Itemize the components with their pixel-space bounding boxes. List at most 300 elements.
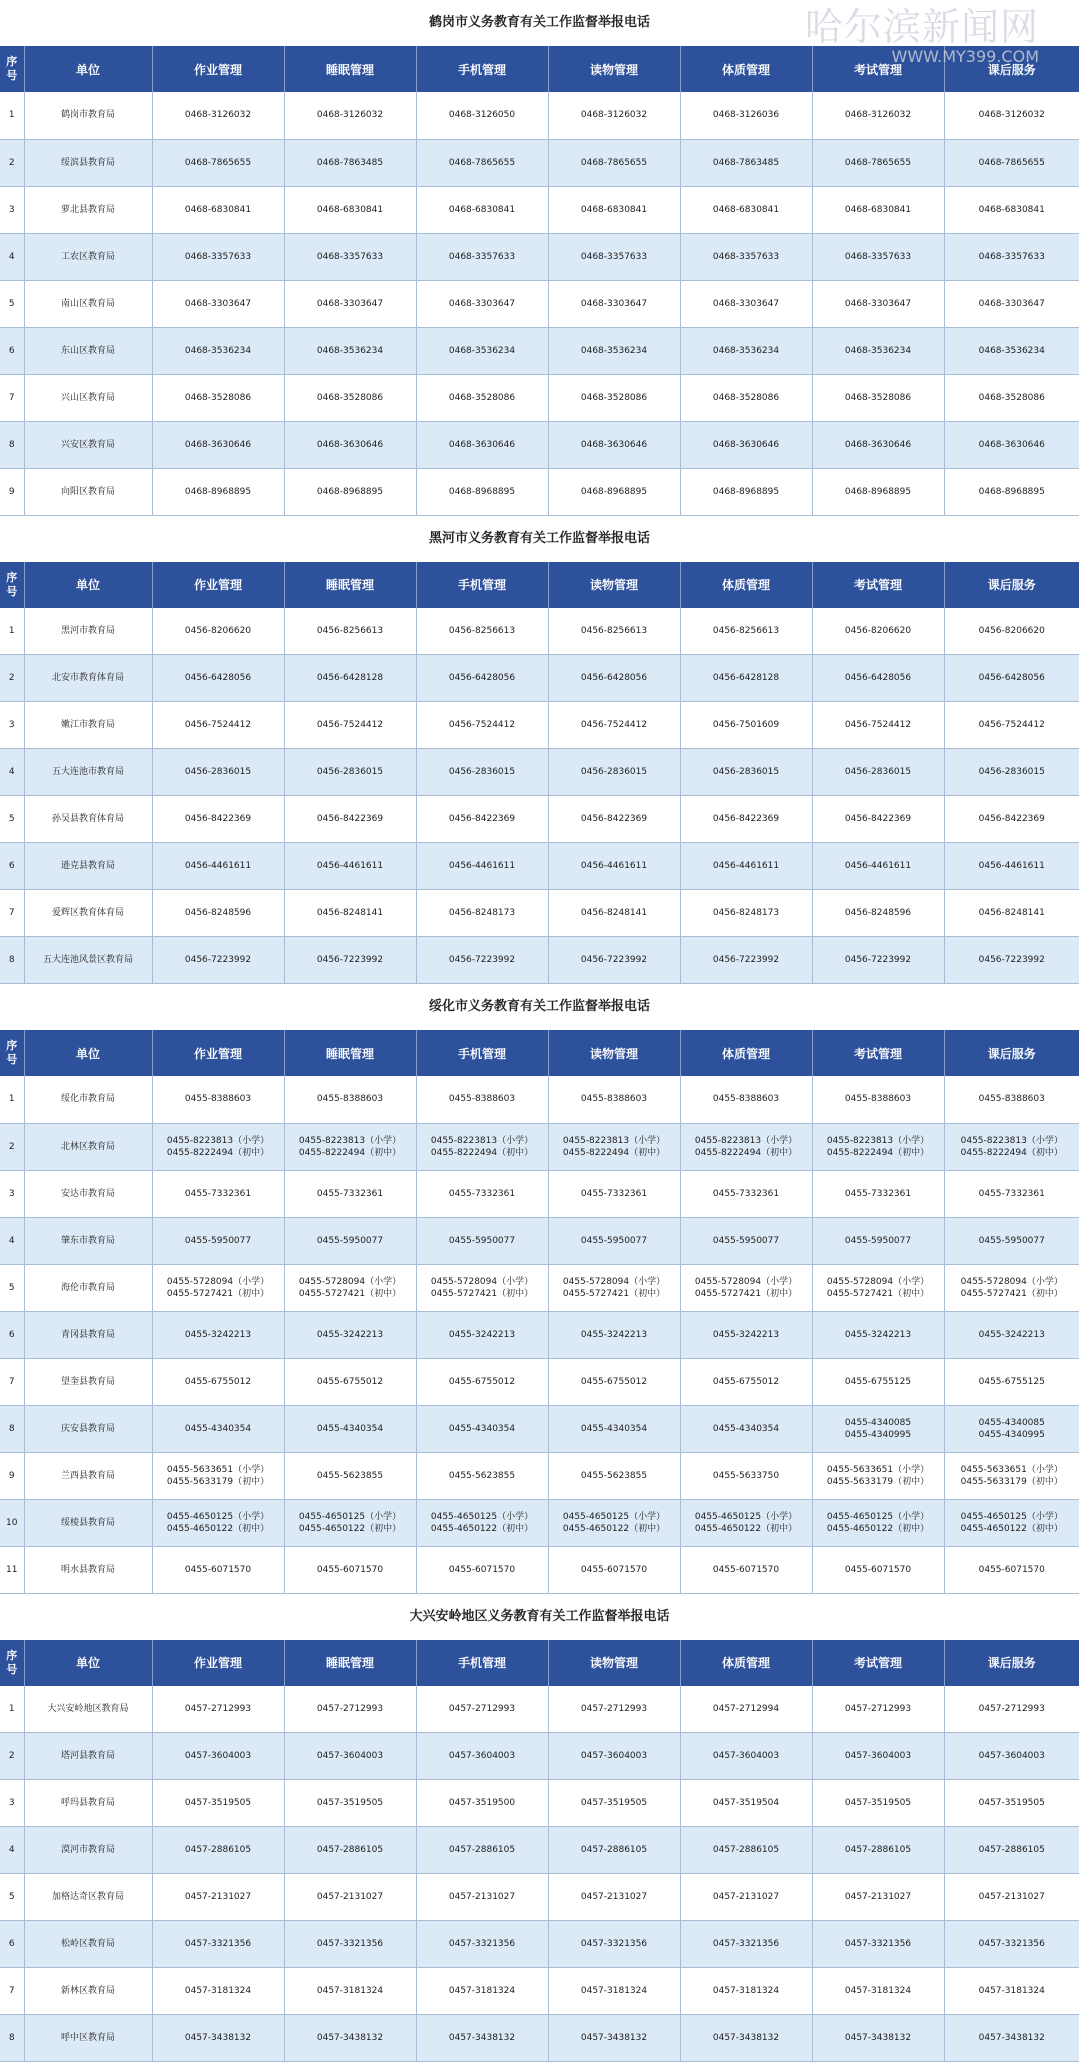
- phone-cell: 0456-6428128: [680, 655, 812, 702]
- header-cell: 考试管理: [812, 46, 944, 92]
- phone-cell: 0455-7332361: [152, 1170, 284, 1217]
- phone-cell: 0456-8422369: [152, 796, 284, 843]
- phone-cell: 0456-8206620: [812, 608, 944, 655]
- phone-cell: 0457-2712993: [284, 1686, 416, 1733]
- unit-name: 北安市教育体育局: [24, 655, 152, 702]
- section: [0, 984, 1079, 1594]
- header-index: [0, 46, 24, 92]
- phone-cell: 0455-4650125（小学） 0455-4650122（初中）: [548, 1499, 680, 1546]
- phone-cell: 0456-7223992: [680, 937, 812, 984]
- table-row: [0, 1780, 1079, 1827]
- phone-cell: 0455-4650125（小学） 0455-4650122（初中）: [944, 1499, 1079, 1546]
- phone-cell: 0455-8223813（小学） 0455-8222494（初中）: [548, 1123, 680, 1170]
- phone-cell: 0455-6071570: [284, 1546, 416, 1593]
- phone-cell: 0456-4461611: [680, 843, 812, 890]
- phone-cell: 0457-2886105: [812, 1827, 944, 1874]
- phone-cell: 0468-3536234: [416, 327, 548, 374]
- phone-cell: 0455-6071570: [548, 1546, 680, 1593]
- table-row: [0, 749, 1079, 796]
- phone-cell: 0456-7524412: [944, 702, 1079, 749]
- phone-cell: 0468-7863485: [284, 139, 416, 186]
- phone-cell: 0456-2836015: [548, 749, 680, 796]
- phone-cell: 0457-2131027: [944, 1874, 1079, 1921]
- row-index: 8: [0, 1405, 24, 1452]
- phone-cell: 0455-4340354: [680, 1405, 812, 1452]
- phone-cell: 0455-5633651（小学） 0455-5633179（初中）: [152, 1452, 284, 1499]
- table-row: [0, 139, 1079, 186]
- header-cell: 课后服务: [944, 1640, 1079, 1686]
- row-index: 6: [0, 327, 24, 374]
- table-row: [0, 280, 1079, 327]
- phone-cell: 0455-7332361: [812, 1170, 944, 1217]
- phone-cell: 0456-7223992: [548, 937, 680, 984]
- unit-name: 向阳区教育局: [24, 468, 152, 515]
- unit-name: 萝北县教育局: [24, 186, 152, 233]
- unit-name: 塔河县教育局: [24, 1733, 152, 1780]
- section: [0, 0, 1079, 516]
- unit-name: 南山区教育局: [24, 280, 152, 327]
- unit-name: 加格达奇区教育局: [24, 1874, 152, 1921]
- phone-cell: 0457-2886105: [548, 1827, 680, 1874]
- row-index: 7: [0, 374, 24, 421]
- phone-cell: 0455-4650125（小学） 0455-4650122（初中）: [812, 1499, 944, 1546]
- phone-cell: 0468-3528086: [416, 374, 548, 421]
- phone-cell: 0457-2712993: [812, 1686, 944, 1733]
- unit-name: 松岭区教育局: [24, 1921, 152, 1968]
- phone-cell: 0456-8422369: [284, 796, 416, 843]
- header-cell: 考试管理: [812, 1640, 944, 1686]
- header-row: [0, 1640, 1079, 1686]
- phone-cell: 0457-2131027: [416, 1874, 548, 1921]
- phone-cell: 0455-5633651（小学） 0455-5633179（初中）: [944, 1452, 1079, 1499]
- phone-cell: 0468-3630646: [680, 421, 812, 468]
- unit-name: 海伦市教育局: [24, 1264, 152, 1311]
- row-index: 5: [0, 796, 24, 843]
- header-cell: 睡眠管理: [284, 1030, 416, 1076]
- phone-cell: 0468-3357633: [680, 233, 812, 280]
- phone-cell: 0457-3438132: [680, 2015, 812, 2062]
- phone-cell: 0457-3519504: [680, 1780, 812, 1827]
- table-row: [0, 186, 1079, 233]
- header-cell: 手机管理: [416, 562, 548, 608]
- phone-cell: 0455-6071570: [812, 1546, 944, 1593]
- row-index: 6: [0, 843, 24, 890]
- phone-cell: 0455-3242213: [812, 1311, 944, 1358]
- phone-cell: 0456-7524412: [152, 702, 284, 749]
- phone-cell: 0457-2712993: [416, 1686, 548, 1733]
- phone-cell: 0468-8968895: [944, 468, 1079, 515]
- phone-cell: 0456-8422369: [548, 796, 680, 843]
- phone-cell: 0468-3630646: [416, 421, 548, 468]
- phone-cell: 0455-4340354: [416, 1405, 548, 1452]
- phone-cell: 0457-3181324: [152, 1968, 284, 2015]
- table-row: [0, 1358, 1079, 1405]
- section-title: 鹤岗市义务教育有关工作监督举报电话: [428, 15, 650, 30]
- phone-cell: 0468-3303647: [284, 280, 416, 327]
- phone-cell: 0455-3242213: [680, 1311, 812, 1358]
- phone-cell: 0457-3604003: [416, 1733, 548, 1780]
- phone-cell: 0457-3321356: [812, 1921, 944, 1968]
- phone-cell: 0456-6428056: [944, 655, 1079, 702]
- phone-cell: 0456-8248173: [416, 890, 548, 937]
- phone-cell: 0455-6755012: [680, 1358, 812, 1405]
- phone-cell: 0457-3438132: [548, 2015, 680, 2062]
- table-row: [0, 1217, 1079, 1264]
- phone-cell: 0455-8388603: [548, 1076, 680, 1123]
- phone-cell: 0455-6071570: [416, 1546, 548, 1593]
- unit-name: 鹤岗市教育局: [24, 92, 152, 139]
- phone-cell: 0468-3357633: [152, 233, 284, 280]
- phone-cell: 0455-6755012: [416, 1358, 548, 1405]
- row-index: 1: [0, 92, 24, 139]
- phone-cell: 0455-3242213: [284, 1311, 416, 1358]
- phone-cell: 0457-3604003: [944, 1733, 1079, 1780]
- phone-cell: 0455-8223813（小学） 0455-8222494（初中）: [416, 1123, 548, 1170]
- phone-cell: 0455-5623855: [548, 1452, 680, 1499]
- table-row: [0, 1686, 1079, 1733]
- table-row: [0, 702, 1079, 749]
- unit-name: 大兴安岭地区教育局: [24, 1686, 152, 1733]
- phone-cell: 0457-3438132: [284, 2015, 416, 2062]
- header-cell: 作业管理: [152, 1030, 284, 1076]
- table-row: [0, 1264, 1079, 1311]
- phone-cell: 0468-7865655: [944, 139, 1079, 186]
- phone-cell: 0468-3630646: [152, 421, 284, 468]
- row-index: 7: [0, 890, 24, 937]
- row-index: 8: [0, 2015, 24, 2062]
- phone-cell: 0455-7332361: [944, 1170, 1079, 1217]
- phone-cell: 0456-8206620: [944, 608, 1079, 655]
- phone-cell: 0457-3438132: [416, 2015, 548, 2062]
- phone-cell: 0468-3630646: [812, 421, 944, 468]
- phone-cell: 0468-3126032: [152, 92, 284, 139]
- phone-cell: 0468-8968895: [548, 468, 680, 515]
- phone-cell: 0457-2131027: [284, 1874, 416, 1921]
- row-index: 5: [0, 1264, 24, 1311]
- phone-cell: 0456-7524412: [812, 702, 944, 749]
- unit-name: 望奎县教育局: [24, 1358, 152, 1405]
- phone-cell: 0468-7865655: [812, 139, 944, 186]
- header-index-char: 序: [6, 570, 18, 584]
- phone-cell: 0455-6071570: [944, 1546, 1079, 1593]
- unit-name: 兰西县教育局: [24, 1452, 152, 1499]
- phone-cell: 0455-7332361: [548, 1170, 680, 1217]
- phone-cell: 0456-7223992: [284, 937, 416, 984]
- phone-cell: 0457-3321356: [680, 1921, 812, 1968]
- table-row: [0, 1170, 1079, 1217]
- header-row: [0, 1030, 1079, 1076]
- phone-cell: 0457-3604003: [152, 1733, 284, 1780]
- phone-cell: 0456-8256613: [284, 608, 416, 655]
- section-title: 大兴安岭地区义务教育有关工作监督举报电话: [409, 1608, 670, 1624]
- phone-cell: 0456-8422369: [944, 796, 1079, 843]
- row-index: 2: [0, 655, 24, 702]
- row-index: 4: [0, 749, 24, 796]
- phone-cell: 0468-6830841: [680, 186, 812, 233]
- header-cell: 读物管理: [548, 46, 680, 92]
- phone-cell: 0455-6071570: [680, 1546, 812, 1593]
- phone-cell: 0456-4461611: [152, 843, 284, 890]
- phone-cell: 0455-5728094（小学） 0455-5727421（初中）: [548, 1264, 680, 1311]
- phone-cell: 0456-2836015: [812, 749, 944, 796]
- phone-cell: 0468-8968895: [152, 468, 284, 515]
- phone-cell: 0455-7332361: [416, 1170, 548, 1217]
- table-row: [0, 1874, 1079, 1921]
- phone-cell: 0455-5728094（小学） 0455-5727421（初中）: [944, 1264, 1079, 1311]
- unit-name: 孙吴县教育体育局: [24, 796, 152, 843]
- phone-cell: 0457-2131027: [680, 1874, 812, 1921]
- phone-cell: 0468-3357633: [812, 233, 944, 280]
- table-row: [0, 327, 1079, 374]
- phone-cell: 0457-2712993: [548, 1686, 680, 1733]
- phone-cell: 0456-7501609: [680, 702, 812, 749]
- phone-cell: 0457-2886105: [284, 1827, 416, 1874]
- phone-cell: 0455-4650125（小学） 0455-4650122（初中）: [680, 1499, 812, 1546]
- unit-name: 安达市教育局: [24, 1170, 152, 1217]
- phone-cell: 0455-5950077: [944, 1217, 1079, 1264]
- phone-cell: 0468-3126032: [548, 92, 680, 139]
- phone-cell: 0468-3126032: [284, 92, 416, 139]
- phone-cell: 0457-2712994: [680, 1686, 812, 1733]
- phone-cell: 0468-3303647: [548, 280, 680, 327]
- header-index-char: 号: [6, 1662, 18, 1676]
- phone-cell: 0457-3604003: [548, 1733, 680, 1780]
- phone-cell: 0468-3126036: [680, 92, 812, 139]
- phone-cell: 0455-4340085 0455-4340995: [944, 1405, 1079, 1452]
- phone-cell: 0455-3242213: [152, 1311, 284, 1358]
- phone-cell: 0455-5950077: [680, 1217, 812, 1264]
- phone-cell: 0468-3528086: [284, 374, 416, 421]
- unit-name: 绥化市教育局: [24, 1076, 152, 1123]
- phone-cell: 0468-3536234: [284, 327, 416, 374]
- unit-name: 明水县教育局: [24, 1546, 152, 1593]
- phone-cell: 0455-5950077: [812, 1217, 944, 1264]
- phone-cell: 0455-6755125: [812, 1358, 944, 1405]
- unit-name: 呼中区教育局: [24, 2015, 152, 2062]
- phone-cell: 0455-8388603: [152, 1076, 284, 1123]
- table-row: [0, 374, 1079, 421]
- phone-cell: 0468-6830841: [152, 186, 284, 233]
- table-row: [0, 1733, 1079, 1780]
- phone-cell: 0455-6755012: [548, 1358, 680, 1405]
- table-row: [0, 1076, 1079, 1123]
- phone-cell: 0468-3126032: [812, 92, 944, 139]
- header-cell: 作业管理: [152, 46, 284, 92]
- table-row: [0, 1123, 1079, 1170]
- phone-cell: 0455-6755125: [944, 1358, 1079, 1405]
- phone-cell: 0456-8206620: [152, 608, 284, 655]
- phone-cell: 0457-3519505: [944, 1780, 1079, 1827]
- row-index: 4: [0, 1827, 24, 1874]
- phone-cell: 0455-5950077: [548, 1217, 680, 1264]
- table-row: [0, 1968, 1079, 2015]
- table-row: [0, 92, 1079, 139]
- phone-cell: 0468-6830841: [284, 186, 416, 233]
- phone-cell: 0455-6755012: [284, 1358, 416, 1405]
- header-cell: 体质管理: [680, 46, 812, 92]
- phone-cell: 0468-3303647: [680, 280, 812, 327]
- phone-cell: 0456-6428056: [152, 655, 284, 702]
- phone-cell: 0468-8968895: [680, 468, 812, 515]
- phone-cell: 0455-4340085 0455-4340995: [812, 1405, 944, 1452]
- header-cell: 体质管理: [680, 1030, 812, 1076]
- phone-cell: 0455-8388603: [680, 1076, 812, 1123]
- row-index: 3: [0, 186, 24, 233]
- header-cell: 读物管理: [548, 1030, 680, 1076]
- phone-cell: 0456-8248141: [284, 890, 416, 937]
- phone-cell: 0456-7524412: [416, 702, 548, 749]
- phone-cell: 0468-8968895: [812, 468, 944, 515]
- table-row: [0, 1921, 1079, 1968]
- phone-cell: 0456-6428128: [284, 655, 416, 702]
- phone-table: [0, 1640, 1079, 2063]
- phone-cell: 0456-8256613: [548, 608, 680, 655]
- phone-cell: 0455-8223813（小学） 0455-8222494（初中）: [680, 1123, 812, 1170]
- unit-name: 绥棱县教育局: [24, 1499, 152, 1546]
- header-cell: 体质管理: [680, 562, 812, 608]
- row-index: 6: [0, 1921, 24, 1968]
- phone-cell: 0468-6830841: [548, 186, 680, 233]
- watermark-brand: 哈尔滨新闻网: [804, 5, 1039, 49]
- phone-cell: 0457-3604003: [680, 1733, 812, 1780]
- phone-table: [0, 46, 1079, 516]
- phone-cell: 0456-4461611: [416, 843, 548, 890]
- phone-cell: 0457-3181324: [944, 1968, 1079, 2015]
- unit-name: 肇东市教育局: [24, 1217, 152, 1264]
- row-index: 7: [0, 1968, 24, 2015]
- phone-cell: 0468-3536234: [680, 327, 812, 374]
- phone-cell: 0455-7332361: [680, 1170, 812, 1217]
- table-row: [0, 890, 1079, 937]
- phone-cell: 0457-3321356: [152, 1921, 284, 1968]
- row-index: 3: [0, 1780, 24, 1827]
- unit-name: 新林区教育局: [24, 1968, 152, 2015]
- phone-cell: 0455-5633651（小学） 0455-5633179（初中）: [812, 1452, 944, 1499]
- header-cell: 单位: [24, 562, 152, 608]
- phone-cell: 0468-7865655: [548, 139, 680, 186]
- header-cell: 读物管理: [548, 1640, 680, 1686]
- phone-cell: 0455-5633750: [680, 1452, 812, 1499]
- watermark-url: WWW.MY399.COM: [891, 47, 1039, 66]
- phone-cell: 0457-2886105: [944, 1827, 1079, 1874]
- header-cell: 手机管理: [416, 1030, 548, 1076]
- unit-name: 爱辉区教育体育局: [24, 890, 152, 937]
- phone-cell: 0456-4461611: [944, 843, 1079, 890]
- phone-cell: 0468-3357633: [944, 233, 1079, 280]
- row-index: 6: [0, 1311, 24, 1358]
- row-index: 5: [0, 280, 24, 327]
- header-cell: 手机管理: [416, 1640, 548, 1686]
- header-cell: 考试管理: [812, 562, 944, 608]
- header-cell: 课后服务: [944, 46, 1079, 92]
- table-row: [0, 233, 1079, 280]
- phone-cell: 0468-3357633: [284, 233, 416, 280]
- table-row: [0, 796, 1079, 843]
- phone-cell: 0456-4461611: [284, 843, 416, 890]
- phone-cell: 0468-3528086: [548, 374, 680, 421]
- phone-cell: 0455-8388603: [416, 1076, 548, 1123]
- row-index: 9: [0, 1452, 24, 1499]
- phone-cell: 0456-8248596: [812, 890, 944, 937]
- row-index: 7: [0, 1358, 24, 1405]
- phone-cell: 0455-8223813（小学） 0455-8222494（初中）: [944, 1123, 1079, 1170]
- phone-cell: 0456-8248141: [548, 890, 680, 937]
- phone-cell: 0455-5950077: [152, 1217, 284, 1264]
- phone-cell: 0455-5728094（小学） 0455-5727421（初中）: [680, 1264, 812, 1311]
- header-cell: 单位: [24, 46, 152, 92]
- table-row: [0, 468, 1079, 515]
- unit-name: 五大连池风景区教育局: [24, 937, 152, 984]
- phone-cell: 0456-7223992: [812, 937, 944, 984]
- unit-name: 漠河市教育局: [24, 1827, 152, 1874]
- phone-cell: 0468-3528086: [944, 374, 1079, 421]
- phone-cell: 0455-5950077: [416, 1217, 548, 1264]
- phone-cell: 0457-2131027: [812, 1874, 944, 1921]
- phone-cell: 0457-3519505: [548, 1780, 680, 1827]
- header-cell: 睡眠管理: [284, 1640, 416, 1686]
- phone-cell: 0468-3536234: [152, 327, 284, 374]
- header-cell: 手机管理: [416, 46, 548, 92]
- table-row: [0, 937, 1079, 984]
- phone-cell: 0455-5623855: [416, 1452, 548, 1499]
- phone-cell: 0468-3528086: [680, 374, 812, 421]
- row-index: 2: [0, 1733, 24, 1780]
- header-index: [0, 1030, 24, 1076]
- table-row: [0, 1311, 1079, 1358]
- phone-cell: 0455-3242213: [416, 1311, 548, 1358]
- table-row: [0, 1452, 1079, 1499]
- phone-cell: 0455-4650125（小学） 0455-4650122（初中）: [284, 1499, 416, 1546]
- header-cell: 考试管理: [812, 1030, 944, 1076]
- header-cell: 睡眠管理: [284, 562, 416, 608]
- phone-cell: 0468-3303647: [944, 280, 1079, 327]
- phone-cell: 0468-3536234: [812, 327, 944, 374]
- phone-cell: 0456-8248141: [944, 890, 1079, 937]
- phone-cell: 0468-6830841: [416, 186, 548, 233]
- phone-cell: 0456-8256613: [416, 608, 548, 655]
- phone-cell: 0456-6428056: [812, 655, 944, 702]
- phone-cell: 0468-3528086: [812, 374, 944, 421]
- phone-cell: 0468-3303647: [812, 280, 944, 327]
- phone-cell: 0455-4340354: [284, 1405, 416, 1452]
- phone-cell: 0455-5728094（小学） 0455-5727421（初中）: [416, 1264, 548, 1311]
- header-index-char: 序: [6, 55, 18, 68]
- phone-cell: 0456-2836015: [680, 749, 812, 796]
- phone-cell: 0456-4461611: [548, 843, 680, 890]
- phone-cell: 0457-3519505: [284, 1780, 416, 1827]
- header-index: [0, 1640, 24, 1686]
- phone-cell: 0468-3630646: [944, 421, 1079, 468]
- section: [0, 1594, 1079, 2063]
- row-index: 10: [0, 1499, 24, 1546]
- phone-cell: 0456-7223992: [944, 937, 1079, 984]
- header-cell: 读物管理: [548, 562, 680, 608]
- phone-cell: 0468-3126050: [416, 92, 548, 139]
- phone-cell: 0468-3528086: [152, 374, 284, 421]
- phone-cell: 0455-8223813（小学） 0455-8222494（初中）: [284, 1123, 416, 1170]
- table-row: [0, 1827, 1079, 1874]
- phone-cell: 0455-8388603: [944, 1076, 1079, 1123]
- header-index-char: 号: [6, 584, 18, 598]
- phone-cell: 0457-2886105: [416, 1827, 548, 1874]
- phone-cell: 0457-3181324: [680, 1968, 812, 2015]
- phone-cell: 0455-3242213: [944, 1311, 1079, 1358]
- unit-name: 逊克县教育局: [24, 843, 152, 890]
- phone-cell: 0457-3438132: [812, 2015, 944, 2062]
- phone-cell: 0468-3303647: [152, 280, 284, 327]
- unit-name: 黑河市教育局: [24, 608, 152, 655]
- phone-cell: 0457-3181324: [548, 1968, 680, 2015]
